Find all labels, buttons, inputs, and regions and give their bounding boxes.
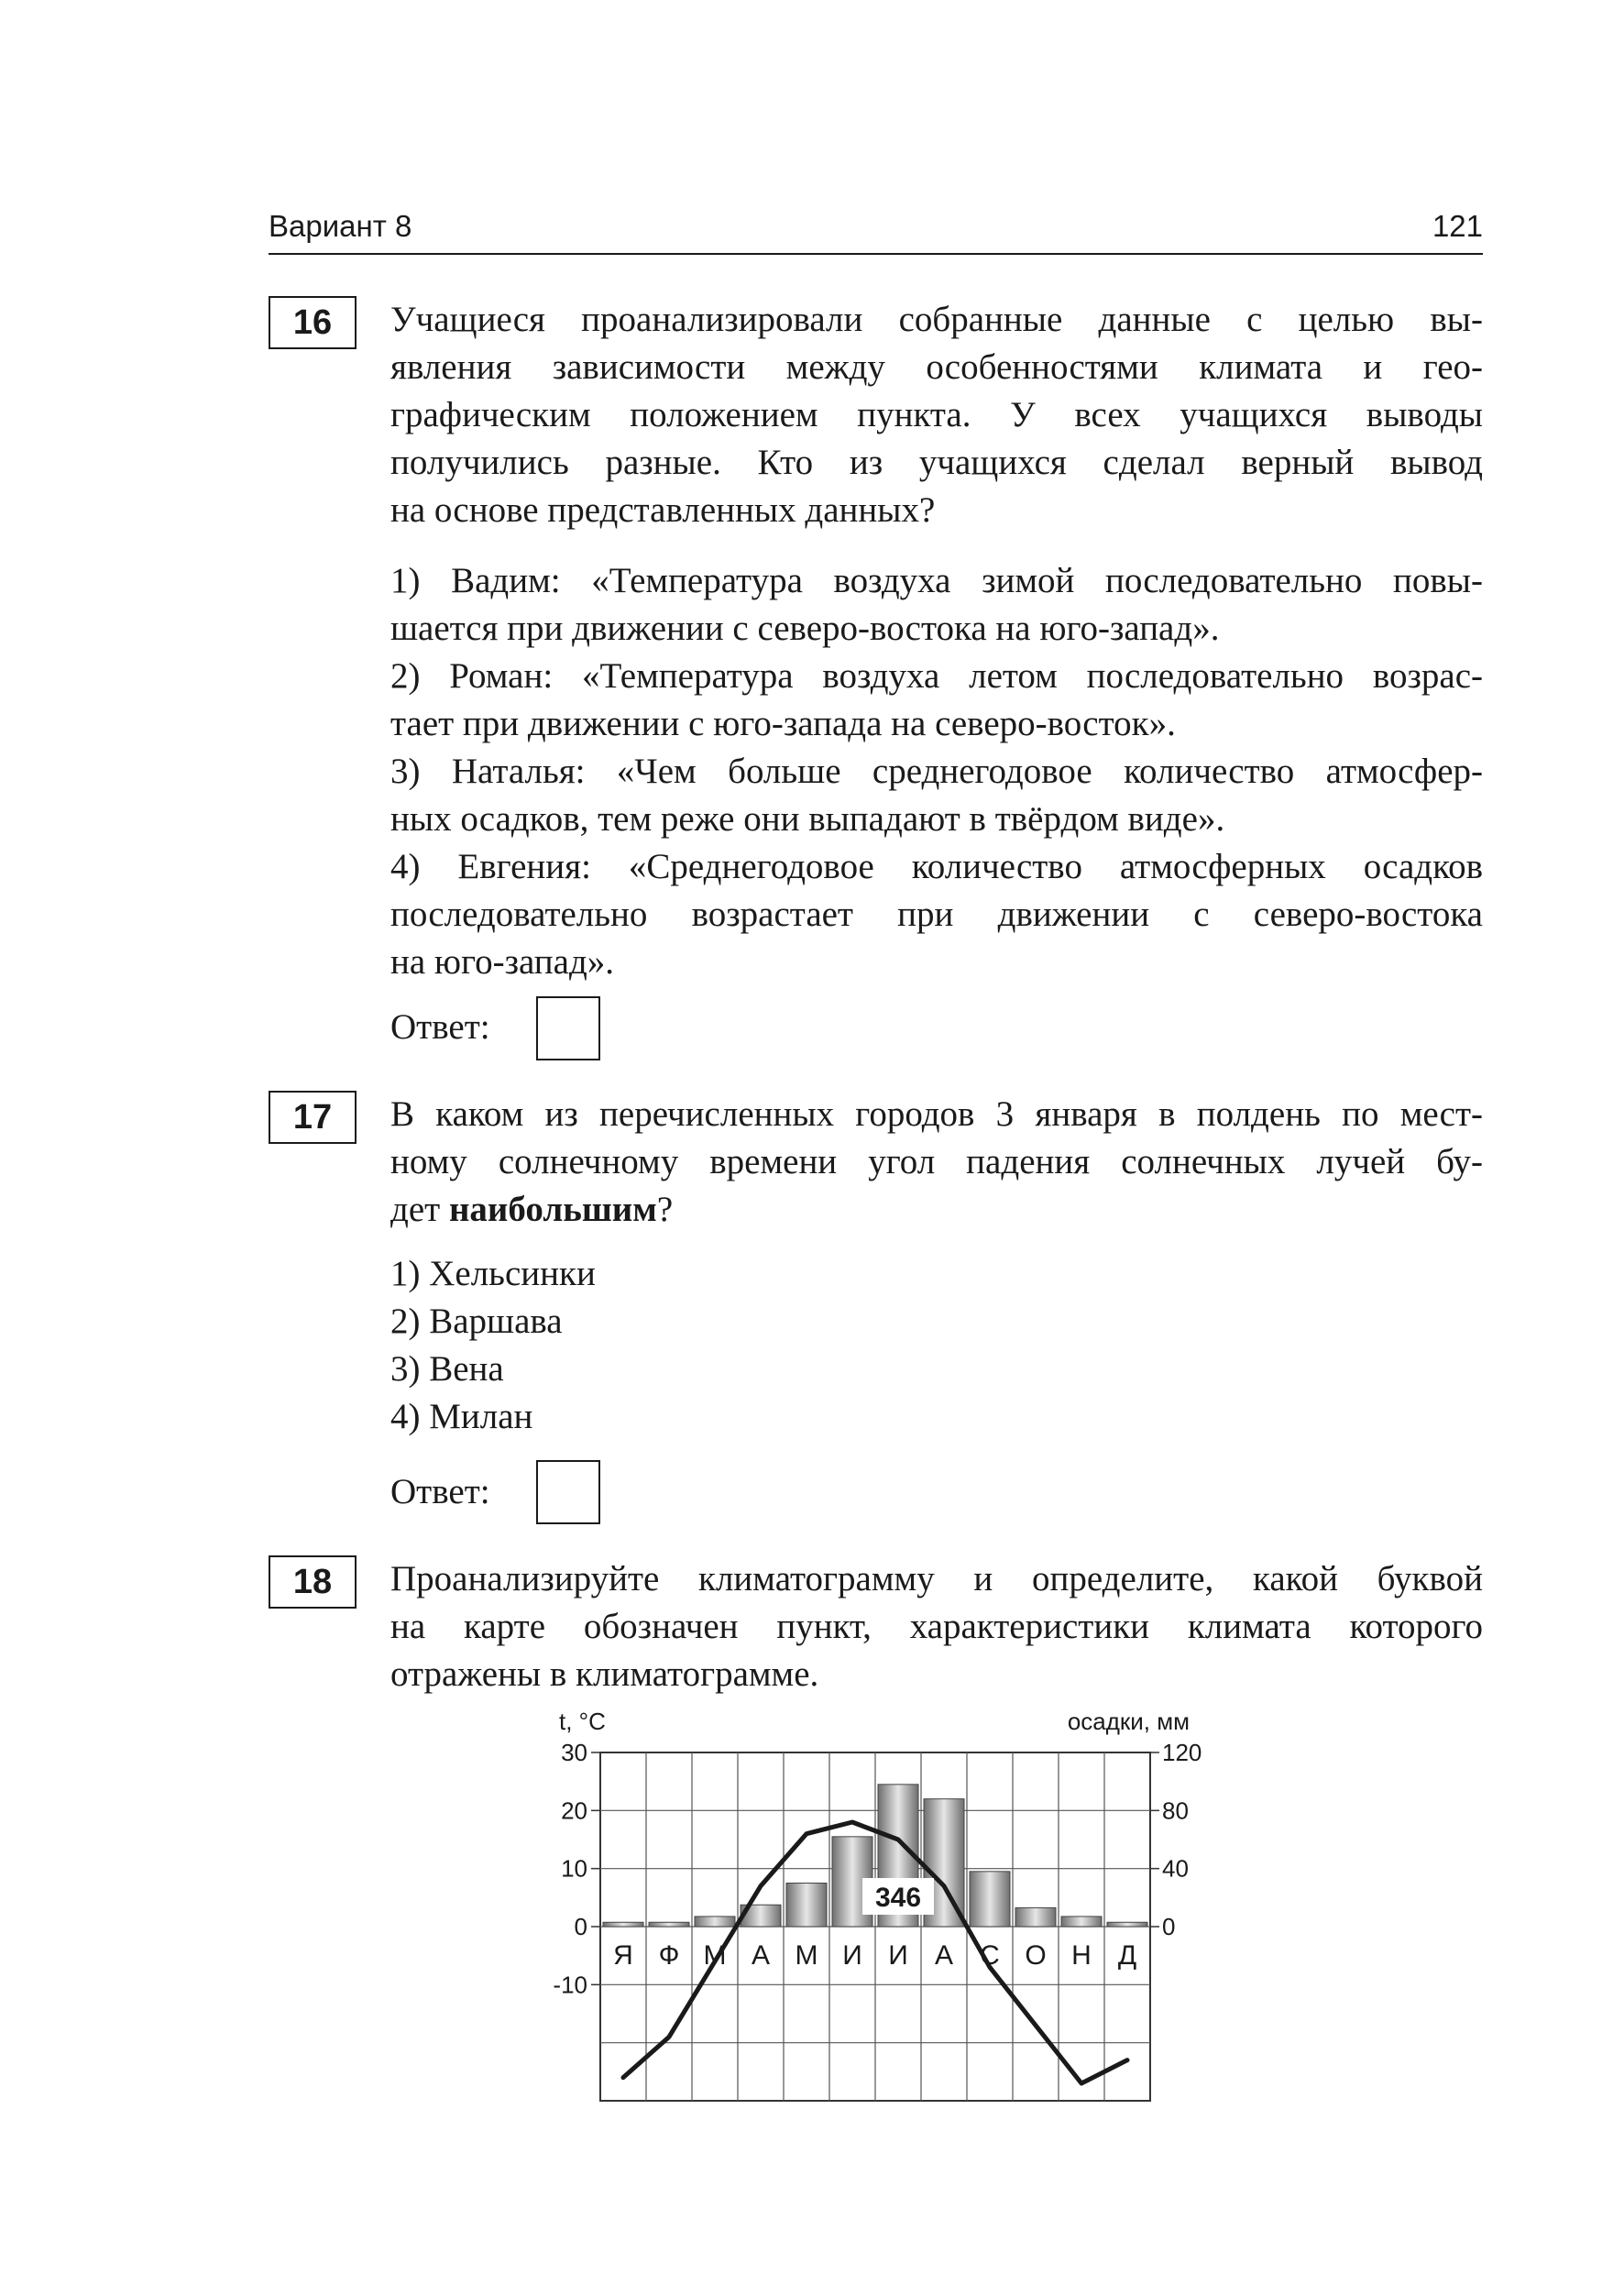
annual-precip-label: 346 — [874, 1883, 922, 1913]
question-18-text — [390, 1555, 1483, 1698]
option-line: тает при движении с юго-запада на северо-восток». — [390, 704, 1176, 743]
text-fragment: дет — [390, 1190, 449, 1229]
month-label: О — [1025, 1940, 1047, 1971]
question-text-line: Учащиеся проанализировали собранные данные с целью вы- — [390, 300, 1483, 339]
question-text-line: получились разные. Кто из учащихся сделал верный вывод — [390, 443, 1483, 482]
answer-option-4: 4) Милан — [390, 1397, 533, 1436]
question-text-line: Проанализируйте климатограмму и определите, какой буквой — [390, 1559, 1483, 1598]
question-16-text — [390, 296, 1483, 534]
left-tick-label: 30 — [561, 1739, 587, 1766]
option-line: последовательно возрастает при движении с северо-востока — [390, 895, 1483, 934]
question-17-options — [390, 1250, 1483, 1441]
header-divider — [269, 253, 1483, 255]
option-line: 3) Наталья: «Чем больше среднегодовое количество атмосфер- — [390, 752, 1483, 791]
month-label: М — [795, 1940, 818, 1971]
question-number-18: 18 — [269, 1555, 357, 1609]
precip-bar — [1061, 1917, 1102, 1927]
question-text-line: В каком из перечисленных городов 3 января в полдень по мест- — [390, 1094, 1483, 1134]
question-text-line: на основе представленных данных? — [390, 490, 936, 530]
answer-box-17[interactable] — [536, 1460, 600, 1524]
answer-label-16: Ответ: — [390, 1007, 490, 1047]
option-line: 2) Роман: «Температура воздуха летом последовательно возрас- — [390, 656, 1483, 696]
question-17-text — [390, 1091, 1483, 1234]
precip-bar — [649, 1922, 689, 1927]
question-text-line: отражены в климатограмме. — [390, 1654, 819, 1694]
question-text-line: ному солнечному времени угол падения солнечных лучей бу- — [390, 1142, 1483, 1181]
right-tick-label: 120 — [1162, 1739, 1202, 1766]
month-label: Я — [613, 1940, 633, 1971]
precip-bar — [1015, 1907, 1056, 1927]
right-axis-label: осадки, мм — [1067, 1708, 1190, 1735]
option-line: 1) Вадим: «Температура воздуха зимой последовательно повы- — [390, 561, 1483, 600]
precip-bar — [970, 1872, 1010, 1927]
month-label: А — [934, 1940, 954, 1971]
option-line: ных осадков, тем реже они выпадают в твёрдом виде». — [390, 799, 1225, 839]
precip-bar — [695, 1917, 735, 1927]
option-line: 4) Евгения: «Среднегодовое количество атмосферных осадков — [390, 847, 1483, 886]
month-label: Н — [1071, 1940, 1092, 1971]
answer-label-17: Ответ: — [390, 1472, 490, 1511]
emphasis-text: наибольшим — [448, 1190, 657, 1229]
month-label: М — [703, 1940, 727, 1971]
month-label: Д — [1117, 1940, 1137, 1971]
answer-option-2: 2) Варшава — [390, 1302, 563, 1341]
option-line: шается при движении с северо-востока на юго-запад». — [390, 609, 1220, 648]
answer-option-1: 1) Хельсинки — [390, 1254, 596, 1293]
left-tick-label: 0 — [574, 1913, 587, 1940]
question-text-line: на карте обозначен пункт, характеристики климата которого — [390, 1607, 1483, 1646]
left-tick-label: 10 — [561, 1854, 587, 1883]
question-text-line — [390, 1186, 1483, 1234]
month-label: С — [980, 1940, 1000, 1971]
question-text-line: графическим положением пункта. У всех учащихся выводы — [390, 395, 1483, 434]
question-16-options — [390, 557, 1483, 986]
answer-option-4 — [390, 843, 1483, 986]
answer-option-1 — [390, 557, 1483, 653]
left-tick-label: 20 — [561, 1796, 587, 1825]
month-label: Ф — [658, 1940, 680, 1971]
month-label: И — [888, 1940, 908, 1971]
month-label: И — [842, 1940, 862, 1971]
option-line: на юго-запад». — [390, 942, 615, 982]
variant-title: Вариант 8 — [269, 209, 412, 243]
left-axis-label: t, °C — [559, 1708, 606, 1735]
answer-box-16[interactable] — [536, 996, 600, 1060]
text-fragment: ? — [656, 1190, 674, 1229]
precip-bar — [603, 1922, 643, 1927]
precip-bar — [1107, 1922, 1147, 1927]
climatogram-chart — [513, 1700, 1228, 2113]
question-number-16: 16 — [269, 296, 357, 349]
answer-option-2 — [390, 653, 1483, 748]
right-tick-label: 40 — [1162, 1854, 1189, 1883]
precip-bar — [786, 1884, 827, 1928]
answer-option-3 — [390, 748, 1483, 843]
page-number: 121 — [1432, 209, 1483, 243]
answer-option-3: 3) Вена — [390, 1349, 504, 1389]
month-label: А — [751, 1940, 771, 1971]
right-tick-label: 0 — [1162, 1913, 1176, 1940]
question-text-line: явления зависимости между особенностями климата и гео- — [390, 347, 1483, 387]
left-tick-label: -10 — [553, 1971, 587, 1999]
question-number-17: 17 — [269, 1091, 357, 1144]
right-tick-label: 80 — [1162, 1796, 1189, 1825]
